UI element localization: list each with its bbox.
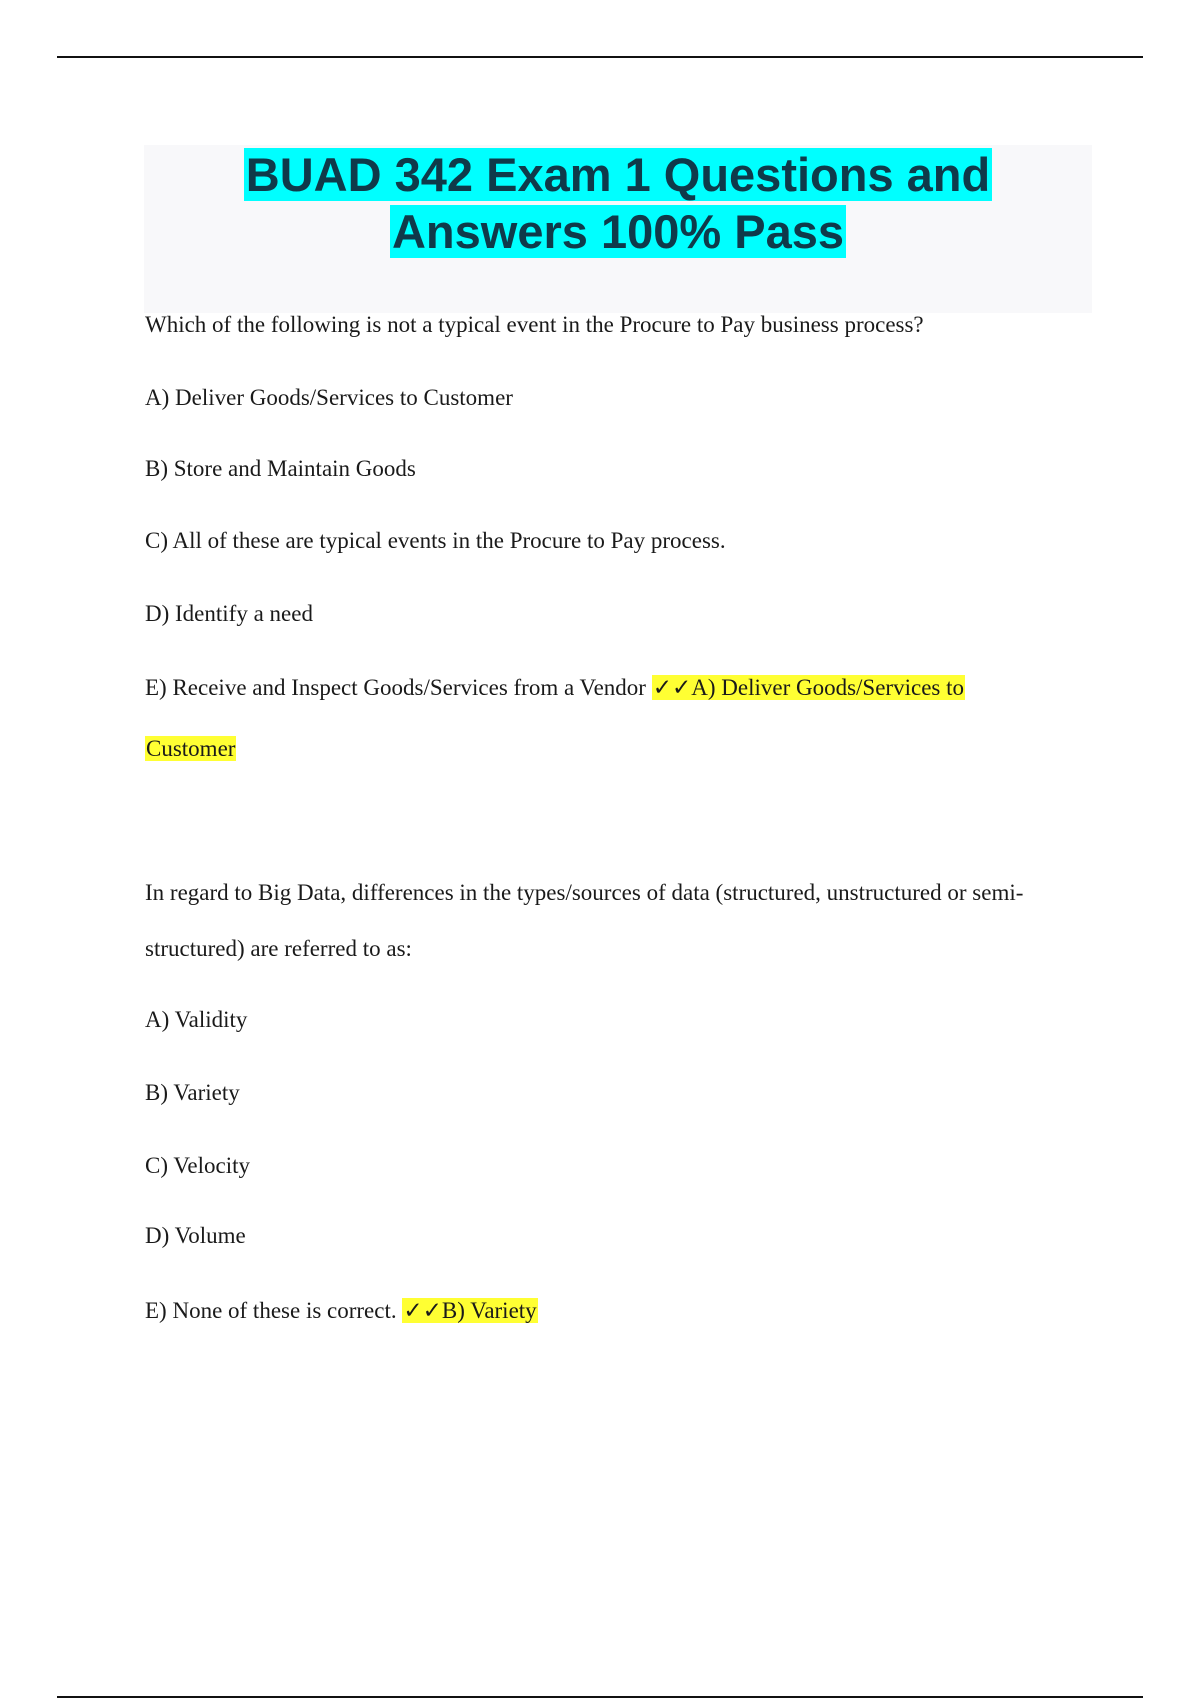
question-1-answer-continued-row [145, 735, 236, 763]
question-2-option-e-row [145, 1297, 538, 1325]
question-1-option-a: A) Deliver Goods/Services to Customer [145, 385, 513, 410]
title-line-2: Answers 100% Pass [391, 205, 844, 258]
question-2-option-c: C) Velocity [145, 1153, 250, 1178]
question-1-answer-continued: Customer [146, 736, 236, 761]
question-2-text-line-2: structured) are referred to as: [145, 936, 412, 961]
bottom-rule [57, 1696, 1143, 1698]
question-2-answer: ✓✓B) Variety [403, 1298, 537, 1323]
question-1-option-e-row [145, 674, 965, 702]
question-1-text: Which of the following is not a typical event in the Procure to Pay business process? [145, 312, 924, 337]
document-title [144, 145, 1092, 313]
question-2-option-a: A) Validity [145, 1007, 248, 1032]
question-1-option-e: E) Receive and Inspect Goods/Services from a Vendor [145, 675, 646, 700]
question-1-option-c: C) All of these are typical events in the Procure to Pay process. [145, 528, 726, 553]
title-line-1: BUAD 342 Exam 1 Questions and [245, 148, 991, 201]
question-1-option-b: B) Store and Maintain Goods [145, 456, 416, 481]
question-2-option-d: D) Volume [145, 1223, 246, 1248]
top-rule [57, 56, 1143, 58]
question-1-answer: ✓✓A) Deliver Goods/Services to [652, 675, 964, 700]
question-2-option-b: B) Variety [145, 1080, 240, 1105]
question-2-option-e: E) None of these is correct. [145, 1298, 397, 1323]
question-1-option-d: D) Identify a need [145, 601, 313, 626]
question-2-text-line-1: In regard to Big Data, differences in the types/sources of data (structured, unstructured or semi- [145, 880, 1024, 905]
